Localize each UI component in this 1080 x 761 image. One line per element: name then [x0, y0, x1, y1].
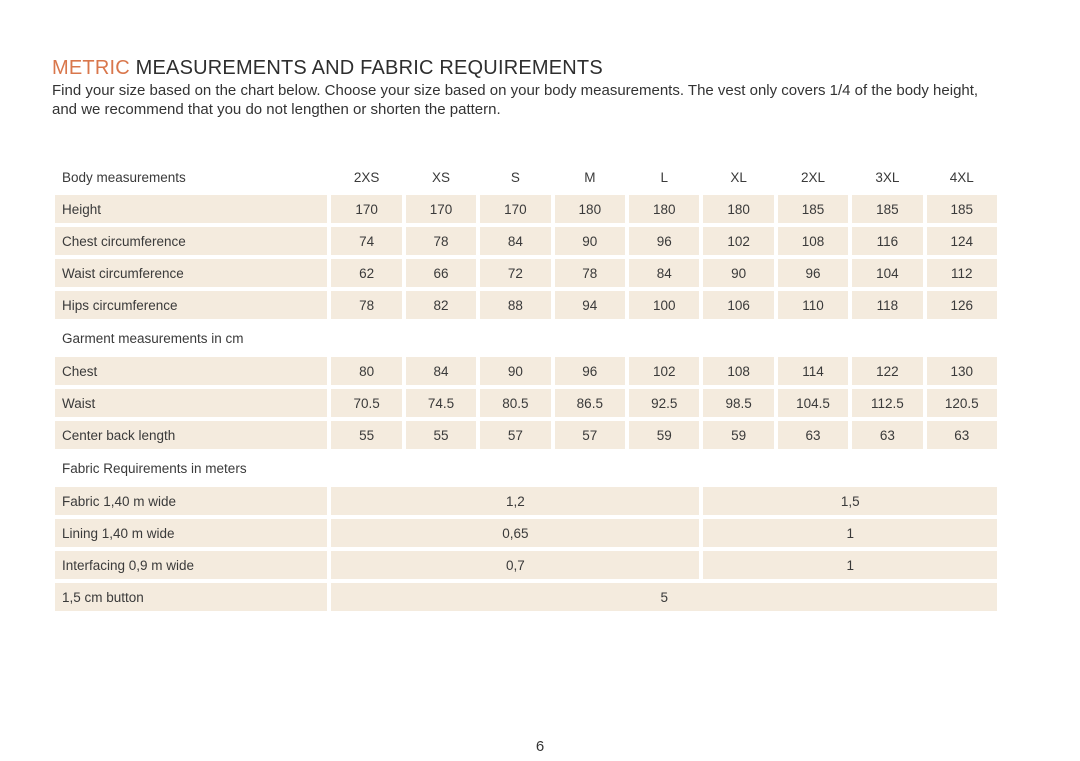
title-accent: METRIC — [52, 57, 130, 79]
row-label: Waist circumference — [55, 259, 331, 291]
table-cell: 70.5 — [331, 389, 405, 421]
table-row — [55, 291, 997, 323]
table-cell: 124 — [927, 227, 997, 259]
table-cell: 92.5 — [629, 389, 703, 421]
table-cell: 180 — [629, 195, 703, 227]
table-row — [55, 357, 997, 389]
table-cell: 63 — [927, 421, 997, 453]
size-header: 2XL — [778, 163, 852, 195]
row-label: Waist — [55, 389, 331, 421]
table-row — [55, 389, 997, 421]
table-cell: 74 — [331, 227, 405, 259]
table-cell: 90 — [480, 357, 554, 389]
table-cell: 170 — [480, 195, 554, 227]
section-heading-garment: Garment measurements in cm — [55, 323, 997, 357]
row-label: Height — [55, 195, 331, 227]
table-cell: 108 — [703, 357, 777, 389]
table-cell: 78 — [406, 227, 480, 259]
table-cell: 104.5 — [778, 389, 852, 421]
button-quantity: 5 — [331, 583, 997, 615]
table-cell: 170 — [331, 195, 405, 227]
table-cell: 80 — [331, 357, 405, 389]
table-cell: 116 — [852, 227, 926, 259]
table-cell: 74.5 — [406, 389, 480, 421]
table-cell: 55 — [331, 421, 405, 453]
table-cell: 108 — [778, 227, 852, 259]
page-number: 6 — [535, 738, 545, 755]
table-cell: 90 — [703, 259, 777, 291]
size-header: XS — [406, 163, 480, 195]
fabric-value-small: 0,7 — [331, 551, 703, 583]
row-label: Interfacing 0,9 m wide — [55, 551, 331, 583]
table-cell: 88 — [480, 291, 554, 323]
table-cell: 104 — [852, 259, 926, 291]
title-rest: MEASUREMENTS AND FABRIC REQUIREMENTS — [129, 57, 603, 79]
table-row — [55, 421, 997, 453]
table-cell: 122 — [852, 357, 926, 389]
table-cell: 59 — [703, 421, 777, 453]
table-cell: 180 — [555, 195, 629, 227]
table-cell: 63 — [852, 421, 926, 453]
table-cell: 112 — [927, 259, 997, 291]
intro-text: Find your size based on the chart below. Choose your size based on your body measurements. The vest only covers 1/4 of the body height, and we recommend that you do not lengthen or shorten the pattern. — [52, 82, 979, 118]
table-cell: 96 — [629, 227, 703, 259]
table-cell: 185 — [778, 195, 852, 227]
size-header: S — [480, 163, 554, 195]
table-cell: 90 — [555, 227, 629, 259]
fabric-value-large: 1 — [703, 551, 997, 583]
row-label: Chest — [55, 357, 331, 389]
fabric-value-large: 1 — [703, 519, 997, 551]
table-cell: 100 — [629, 291, 703, 323]
table-row — [55, 487, 997, 519]
table-cell: 72 — [480, 259, 554, 291]
table-cell: 84 — [406, 357, 480, 389]
table-cell: 84 — [480, 227, 554, 259]
table-row — [55, 583, 997, 615]
table-row — [55, 195, 997, 227]
table-cell: 57 — [480, 421, 554, 453]
table-cell: 180 — [703, 195, 777, 227]
table-cell: 118 — [852, 291, 926, 323]
fabric-value-small: 1,2 — [331, 487, 703, 519]
table-cell: 112.5 — [852, 389, 926, 421]
table-cell: 55 — [406, 421, 480, 453]
table-cell: 102 — [629, 357, 703, 389]
page-title — [52, 57, 603, 80]
table-cell: 86.5 — [555, 389, 629, 421]
size-header: M — [555, 163, 629, 195]
table-cell: 185 — [852, 195, 926, 227]
size-header: 4XL — [927, 163, 997, 195]
table-cell: 130 — [927, 357, 997, 389]
size-header: XL — [703, 163, 777, 195]
fabric-value-small: 0,65 — [331, 519, 703, 551]
table-row — [55, 259, 997, 291]
table-row — [55, 519, 997, 551]
section-row — [55, 453, 997, 487]
table-row — [55, 227, 997, 259]
section-row — [55, 323, 997, 357]
table-cell: 110 — [778, 291, 852, 323]
fabric-value-large: 1,5 — [703, 487, 997, 519]
row-label: Hips circumference — [55, 291, 331, 323]
table-cell: 57 — [555, 421, 629, 453]
table-cell: 114 — [778, 357, 852, 389]
size-header-row — [55, 163, 997, 195]
row-label: Fabric 1,40 m wide — [55, 487, 331, 519]
table-cell: 102 — [703, 227, 777, 259]
table-cell: 96 — [555, 357, 629, 389]
table-cell: 59 — [629, 421, 703, 453]
size-chart — [55, 163, 997, 615]
table-cell: 126 — [927, 291, 997, 323]
row-label: Chest circumference — [55, 227, 331, 259]
row-label: Lining 1,40 m wide — [55, 519, 331, 551]
table-cell: 84 — [629, 259, 703, 291]
size-header: L — [629, 163, 703, 195]
table-cell: 63 — [778, 421, 852, 453]
section-heading-fabric: Fabric Requirements in meters — [55, 453, 997, 487]
table-cell: 82 — [406, 291, 480, 323]
row-label: 1,5 cm button — [55, 583, 331, 615]
table-cell: 96 — [778, 259, 852, 291]
table-cell: 98.5 — [703, 389, 777, 421]
table-cell: 66 — [406, 259, 480, 291]
table-cell: 106 — [703, 291, 777, 323]
table-row — [55, 551, 997, 583]
table-cell: 62 — [331, 259, 405, 291]
header-label: Body measurements — [55, 163, 331, 195]
table-cell: 94 — [555, 291, 629, 323]
size-header: 3XL — [852, 163, 926, 195]
size-header: 2XS — [331, 163, 405, 195]
table-cell: 170 — [406, 195, 480, 227]
table-cell: 80.5 — [480, 389, 554, 421]
table-cell: 120.5 — [927, 389, 997, 421]
table-cell: 78 — [331, 291, 405, 323]
table-cell: 78 — [555, 259, 629, 291]
row-label: Center back length — [55, 421, 331, 453]
table-cell: 185 — [927, 195, 997, 227]
